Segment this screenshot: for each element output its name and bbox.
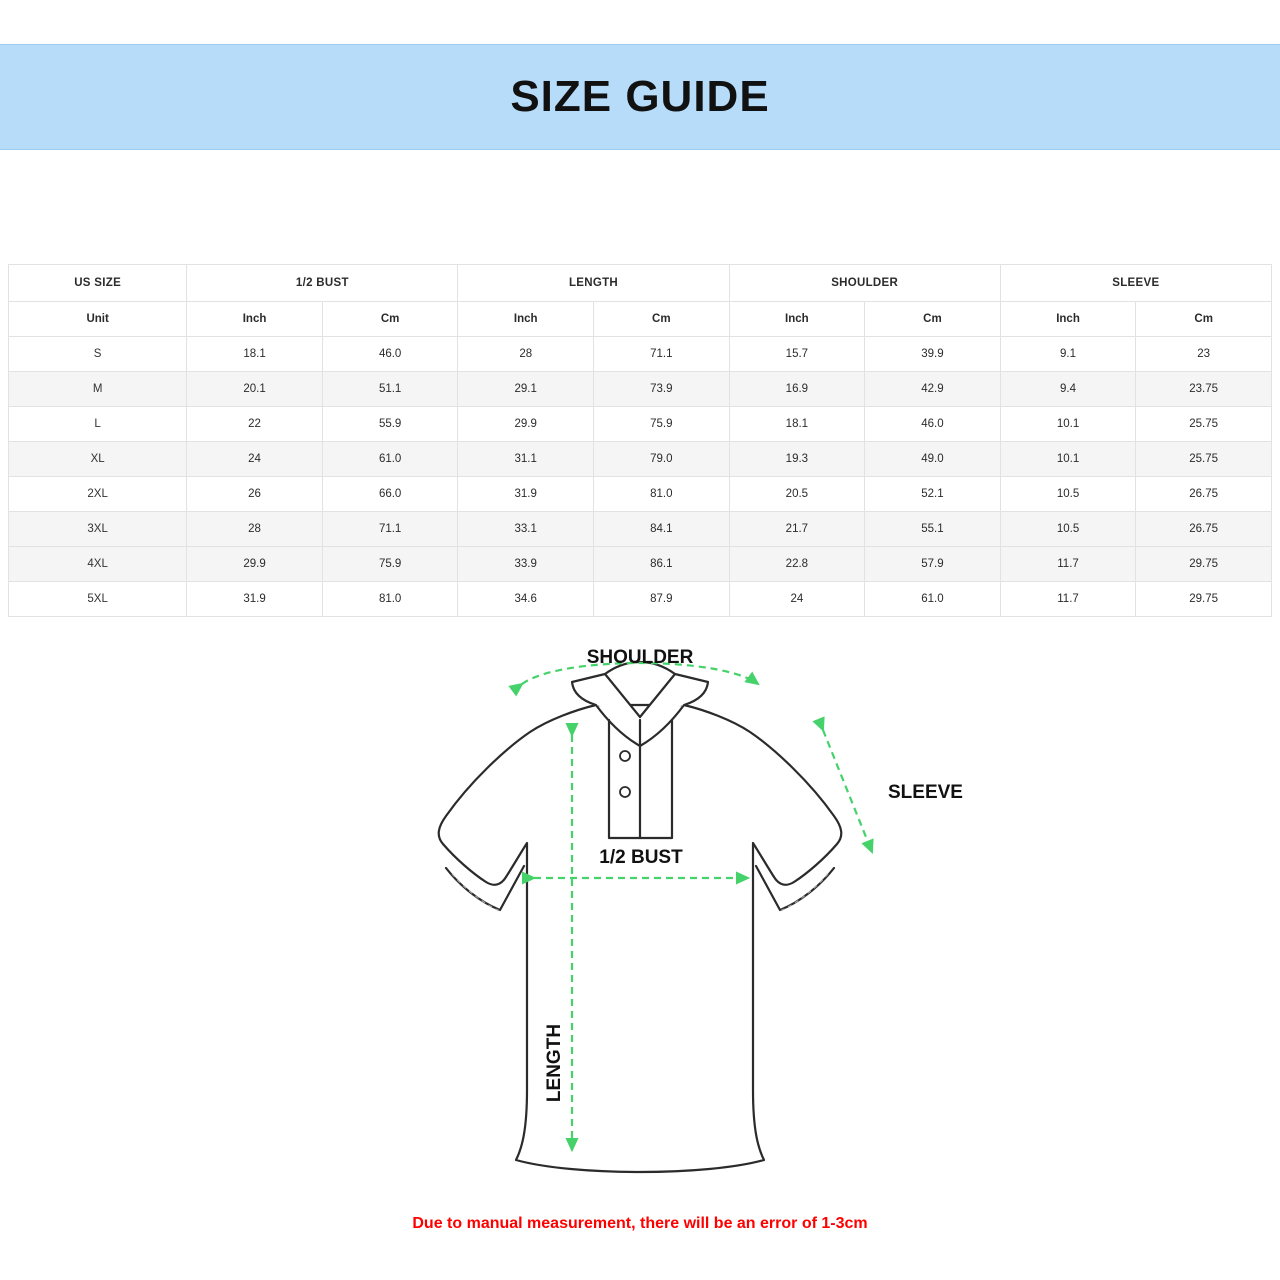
- cell-shoulder-cm: 46.0: [865, 407, 1001, 442]
- cell-bust-cm: 55.9: [322, 407, 458, 442]
- cell-sleeve-cm: 23: [1136, 337, 1272, 372]
- cell-shoulder-cm: 39.9: [865, 337, 1001, 372]
- cell-bust-inch: 29.9: [187, 547, 323, 582]
- page-title: SIZE GUIDE: [510, 72, 770, 121]
- cell-bust-inch: 28: [187, 512, 323, 547]
- cell-size: 3XL: [9, 512, 187, 547]
- cell-bust-inch: 22: [187, 407, 323, 442]
- cell-bust-cm: 46.0: [322, 337, 458, 372]
- column-group-shoulder: SHOULDER: [729, 265, 1000, 302]
- cell-length-inch: 29.1: [458, 372, 594, 407]
- table-row: [9, 407, 1272, 442]
- cell-sleeve-inch: 10.5: [1000, 477, 1136, 512]
- column-group-us-size: US SIZE: [9, 265, 187, 302]
- button-icon: [620, 751, 630, 761]
- cell-sleeve-cm: 25.75: [1136, 442, 1272, 477]
- table-body: [9, 337, 1272, 617]
- table-row: [9, 582, 1272, 617]
- cell-length-inch: 28: [458, 337, 594, 372]
- size-table-container: [8, 264, 1272, 617]
- cell-sleeve-inch: 10.1: [1000, 407, 1136, 442]
- cell-sleeve-inch: 9.4: [1000, 372, 1136, 407]
- cell-shoulder-cm: 55.1: [865, 512, 1001, 547]
- cell-sleeve-cm: 26.75: [1136, 512, 1272, 547]
- table-row: [9, 512, 1272, 547]
- button-icon: [620, 787, 630, 797]
- cell-length-cm: 71.1: [594, 337, 730, 372]
- label-half-bust: 1/2 BUST: [599, 847, 683, 868]
- cell-shoulder-cm: 49.0: [865, 442, 1001, 477]
- table-group-header-row: [9, 265, 1272, 302]
- cell-length-cm: 73.9: [594, 372, 730, 407]
- cell-sleeve-cm: 29.75: [1136, 582, 1272, 617]
- cell-bust-cm: 66.0: [322, 477, 458, 512]
- cell-size: 2XL: [9, 477, 187, 512]
- cell-bust-cm: 61.0: [322, 442, 458, 477]
- polo-shirt-measurement-diagram: [0, 620, 1280, 1210]
- table-row: [9, 547, 1272, 582]
- unit-label: Unit: [9, 302, 187, 337]
- unit-length-cm: Cm: [594, 302, 730, 337]
- cell-size: S: [9, 337, 187, 372]
- column-group-half-bust: 1/2 BUST: [187, 265, 458, 302]
- label-shoulder: SHOULDER: [586, 647, 694, 668]
- table-row: [9, 442, 1272, 477]
- cell-shoulder-cm: 42.9: [865, 372, 1001, 407]
- cell-shoulder-inch: 16.9: [729, 372, 865, 407]
- cell-shoulder-cm: 52.1: [865, 477, 1001, 512]
- table-row: [9, 372, 1272, 407]
- table-row: [9, 477, 1272, 512]
- cell-sleeve-inch: 9.1: [1000, 337, 1136, 372]
- unit-shoulder-inch: Inch: [729, 302, 865, 337]
- cell-length-cm: 81.0: [594, 477, 730, 512]
- cell-shoulder-inch: 22.8: [729, 547, 865, 582]
- cell-bust-cm: 71.1: [322, 512, 458, 547]
- cell-size: L: [9, 407, 187, 442]
- cell-bust-inch: 20.1: [187, 372, 323, 407]
- cell-shoulder-inch: 18.1: [729, 407, 865, 442]
- cell-length-inch: 31.1: [458, 442, 594, 477]
- cell-shoulder-inch: 15.7: [729, 337, 865, 372]
- table-row: [9, 337, 1272, 372]
- cell-sleeve-inch: 10.1: [1000, 442, 1136, 477]
- table-head: [9, 265, 1272, 337]
- label-length: LENGTH: [544, 1023, 565, 1103]
- column-group-sleeve: SLEEVE: [1000, 265, 1271, 302]
- cell-size: 5XL: [9, 582, 187, 617]
- cell-sleeve-inch: 11.7: [1000, 547, 1136, 582]
- cell-length-cm: 75.9: [594, 407, 730, 442]
- cell-length-cm: 79.0: [594, 442, 730, 477]
- unit-length-inch: Inch: [458, 302, 594, 337]
- cell-length-inch: 31.9: [458, 477, 594, 512]
- measurement-disclaimer: Due to manual measurement, there will be an error of 1-3cm: [412, 1215, 868, 1232]
- unit-bust-inch: Inch: [187, 302, 323, 337]
- cell-shoulder-inch: 19.3: [729, 442, 865, 477]
- cell-length-cm: 87.9: [594, 582, 730, 617]
- cell-length-cm: 84.1: [594, 512, 730, 547]
- cell-length-cm: 86.1: [594, 547, 730, 582]
- cell-bust-cm: 81.0: [322, 582, 458, 617]
- cell-shoulder-inch: 24: [729, 582, 865, 617]
- label-sleeve: SLEEVE: [888, 782, 963, 803]
- cell-shoulder-inch: 21.7: [729, 512, 865, 547]
- cell-length-inch: 33.1: [458, 512, 594, 547]
- cell-length-inch: 29.9: [458, 407, 594, 442]
- cell-bust-cm: 75.9: [322, 547, 458, 582]
- cell-sleeve-inch: 11.7: [1000, 582, 1136, 617]
- cell-length-inch: 33.9: [458, 547, 594, 582]
- cell-bust-inch: 31.9: [187, 582, 323, 617]
- unit-sleeve-inch: Inch: [1000, 302, 1136, 337]
- unit-shoulder-cm: Cm: [865, 302, 1001, 337]
- cell-size: XL: [9, 442, 187, 477]
- cell-length-inch: 34.6: [458, 582, 594, 617]
- cell-sleeve-cm: 26.75: [1136, 477, 1272, 512]
- cell-shoulder-cm: 57.9: [865, 547, 1001, 582]
- cell-sleeve-cm: 29.75: [1136, 547, 1272, 582]
- cell-bust-cm: 51.1: [322, 372, 458, 407]
- cell-bust-inch: 18.1: [187, 337, 323, 372]
- cell-sleeve-inch: 10.5: [1000, 512, 1136, 547]
- column-group-length: LENGTH: [458, 265, 729, 302]
- cell-sleeve-cm: 25.75: [1136, 407, 1272, 442]
- size-table: [8, 264, 1272, 617]
- cell-sleeve-cm: 23.75: [1136, 372, 1272, 407]
- unit-sleeve-cm: Cm: [1136, 302, 1272, 337]
- unit-bust-cm: Cm: [322, 302, 458, 337]
- header-band: [0, 44, 1280, 150]
- table-unit-header-row: [9, 302, 1272, 337]
- cell-size: M: [9, 372, 187, 407]
- cell-size: 4XL: [9, 547, 187, 582]
- cell-shoulder-cm: 61.0: [865, 582, 1001, 617]
- cell-bust-inch: 24: [187, 442, 323, 477]
- cell-shoulder-inch: 20.5: [729, 477, 865, 512]
- cell-bust-inch: 26: [187, 477, 323, 512]
